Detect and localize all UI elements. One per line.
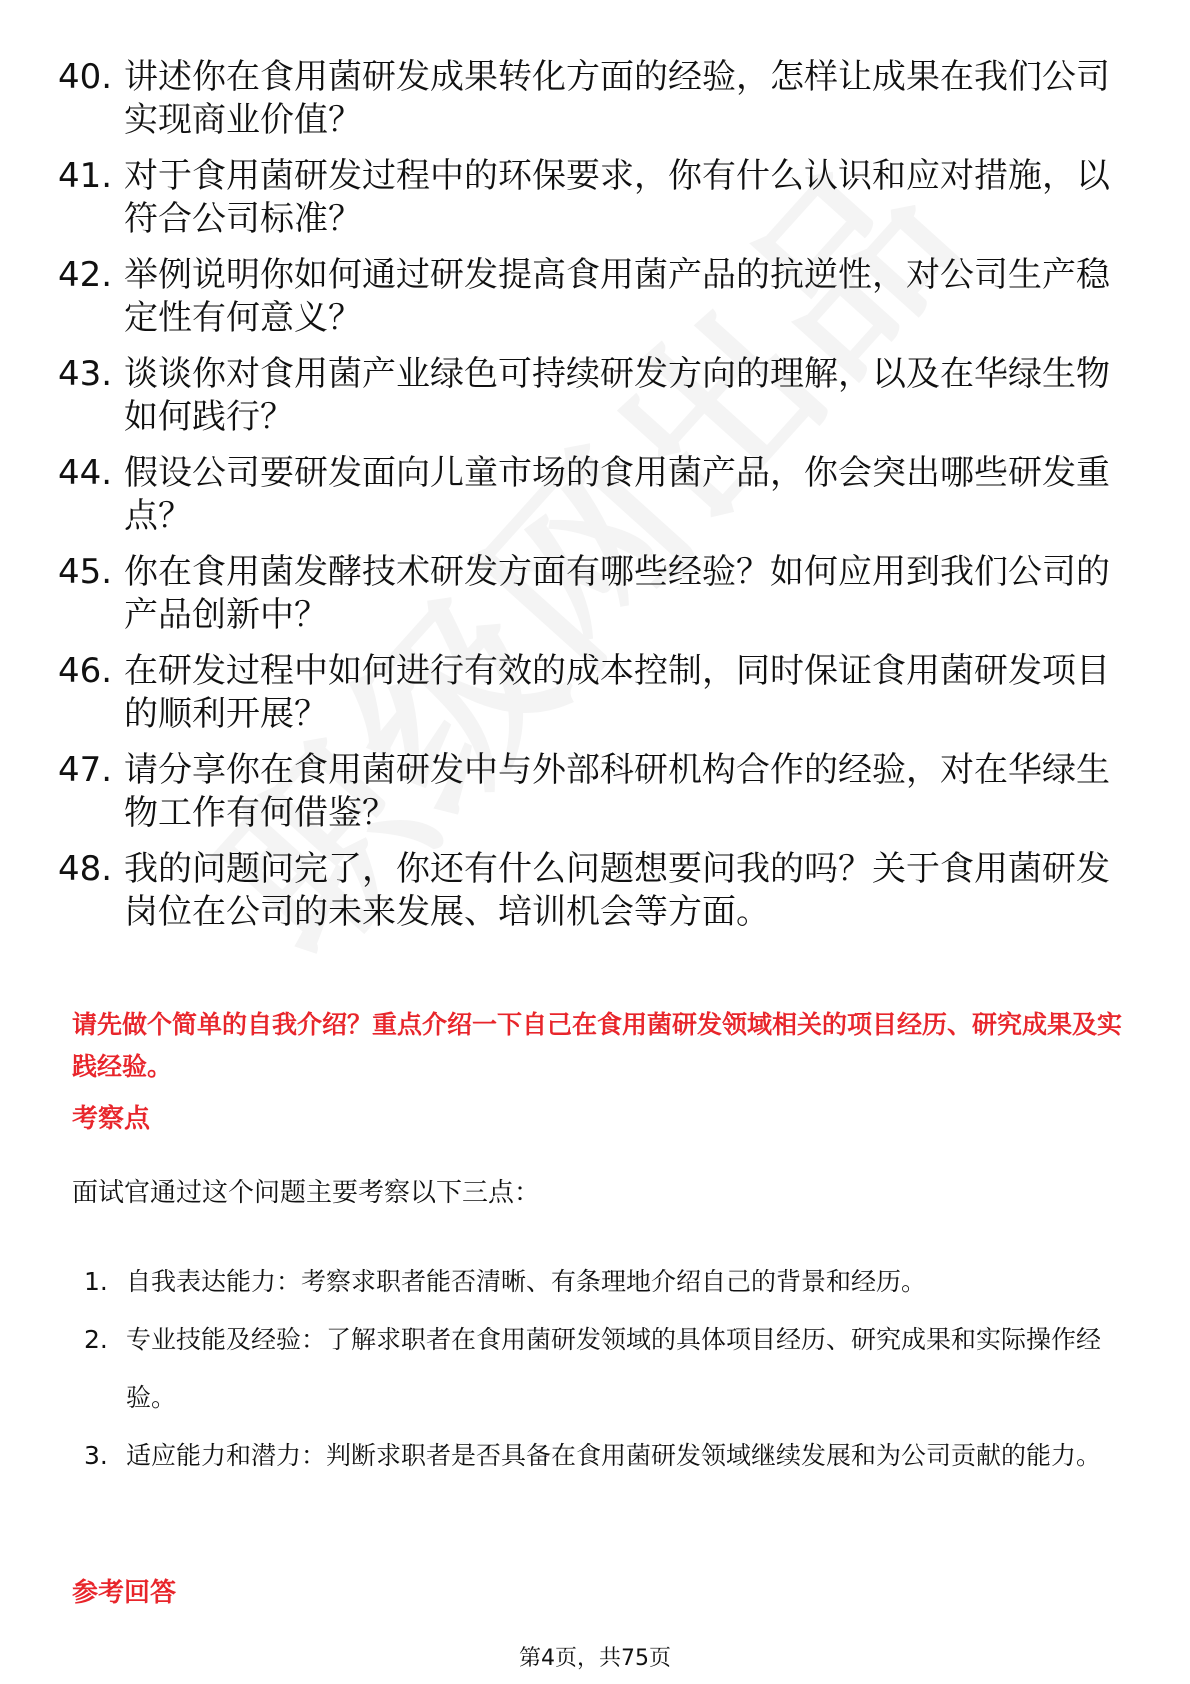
point-number: 1. (84, 1267, 108, 1296)
question-number: 45. (58, 552, 113, 592)
point-number: 3. (84, 1441, 108, 1470)
question-number: 44. (58, 453, 113, 493)
question-text: 你在食用菌发酵技术研发方面有哪些经验？如何应用到我们公司的产品创新中？ (124, 552, 1110, 635)
highlighted-question: 请先做个简单的自我介绍？重点介绍一下自己在食用菌研发领域相关的项目经历、研究成果及实践经验。 (72, 1010, 1123, 1081)
question-item (58, 452, 1118, 538)
exam-point-item (84, 1253, 1124, 1311)
question-item (58, 650, 1118, 736)
point-number: 2. (84, 1325, 108, 1354)
question-item (58, 254, 1118, 340)
question-text: 举例说明你如何通过研发提高食用菌产品的抗逆性，对公司生产稳定性有何意义？ (124, 255, 1110, 338)
question-text: 假设公司要研发面向儿童市场的食用菌产品，你会突出哪些研发重点？ (124, 453, 1110, 536)
exam-point-item (84, 1427, 1124, 1485)
question-item (58, 848, 1118, 934)
question-text: 请分享你在食用菌研发中与外部科研机构合作的经验，对在华绿生物工作有何借鉴？ (124, 750, 1110, 833)
question-number: 48. (58, 849, 113, 889)
question-number: 43. (58, 354, 113, 394)
question-list (58, 56, 1118, 947)
question-text: 在研发过程中如何进行有效的成本控制，同时保证食用菌研发项目的顺利开展？ (124, 651, 1110, 734)
question-item (58, 56, 1118, 142)
question-number: 40. (58, 57, 113, 97)
question-text: 谈谈你对食用菌产业绿色可持续研发方向的理解，以及在华绿生物如何践行？ (124, 354, 1110, 437)
question-number: 41. (58, 156, 113, 196)
question-number: 46. (58, 651, 113, 691)
question-number: 47. (58, 750, 113, 790)
point-text: 适应能力和潜力：判断求职者是否具备在食用菌研发领域继续发展和为公司贡献的能力。 (126, 1441, 1102, 1470)
exam-points-list (84, 1253, 1124, 1485)
question-item (58, 551, 1118, 637)
point-text: 专业技能及经验：了解求职者在食用菌研发领域的具体项目经历、研究成果和实际操作经验。 (126, 1325, 1102, 1412)
point-text: 自我表达能力：考察求职者能否清晰、有条理地介绍自己的背景和经历。 (126, 1267, 927, 1296)
question-item (58, 749, 1118, 835)
question-text: 对于食用菌研发过程中的环保要求，你有什么认识和应对措施，以符合公司标准？ (124, 156, 1110, 239)
exam-point-item (84, 1311, 1124, 1427)
exam-points-heading: 考察点 (72, 1104, 151, 1134)
page-number: 第4页，共75页 (519, 1646, 671, 1671)
reference-answer-heading: 参考回答 (72, 1578, 177, 1608)
question-item (58, 353, 1118, 439)
question-number: 42. (58, 255, 113, 295)
intro-text: 面试官通过这个问题主要考察以下三点： (72, 1178, 541, 1208)
question-text: 讲述你在食用菌研发成果转化方面的经验，怎样让成果在我们公司实现商业价值？ (124, 57, 1110, 140)
question-text: 我的问题问完了，你还有什么问题想要问我的吗？关于食用菌研发岗位在公司的未来发展、培训机会等方面。 (124, 849, 1110, 932)
question-item (58, 155, 1118, 241)
